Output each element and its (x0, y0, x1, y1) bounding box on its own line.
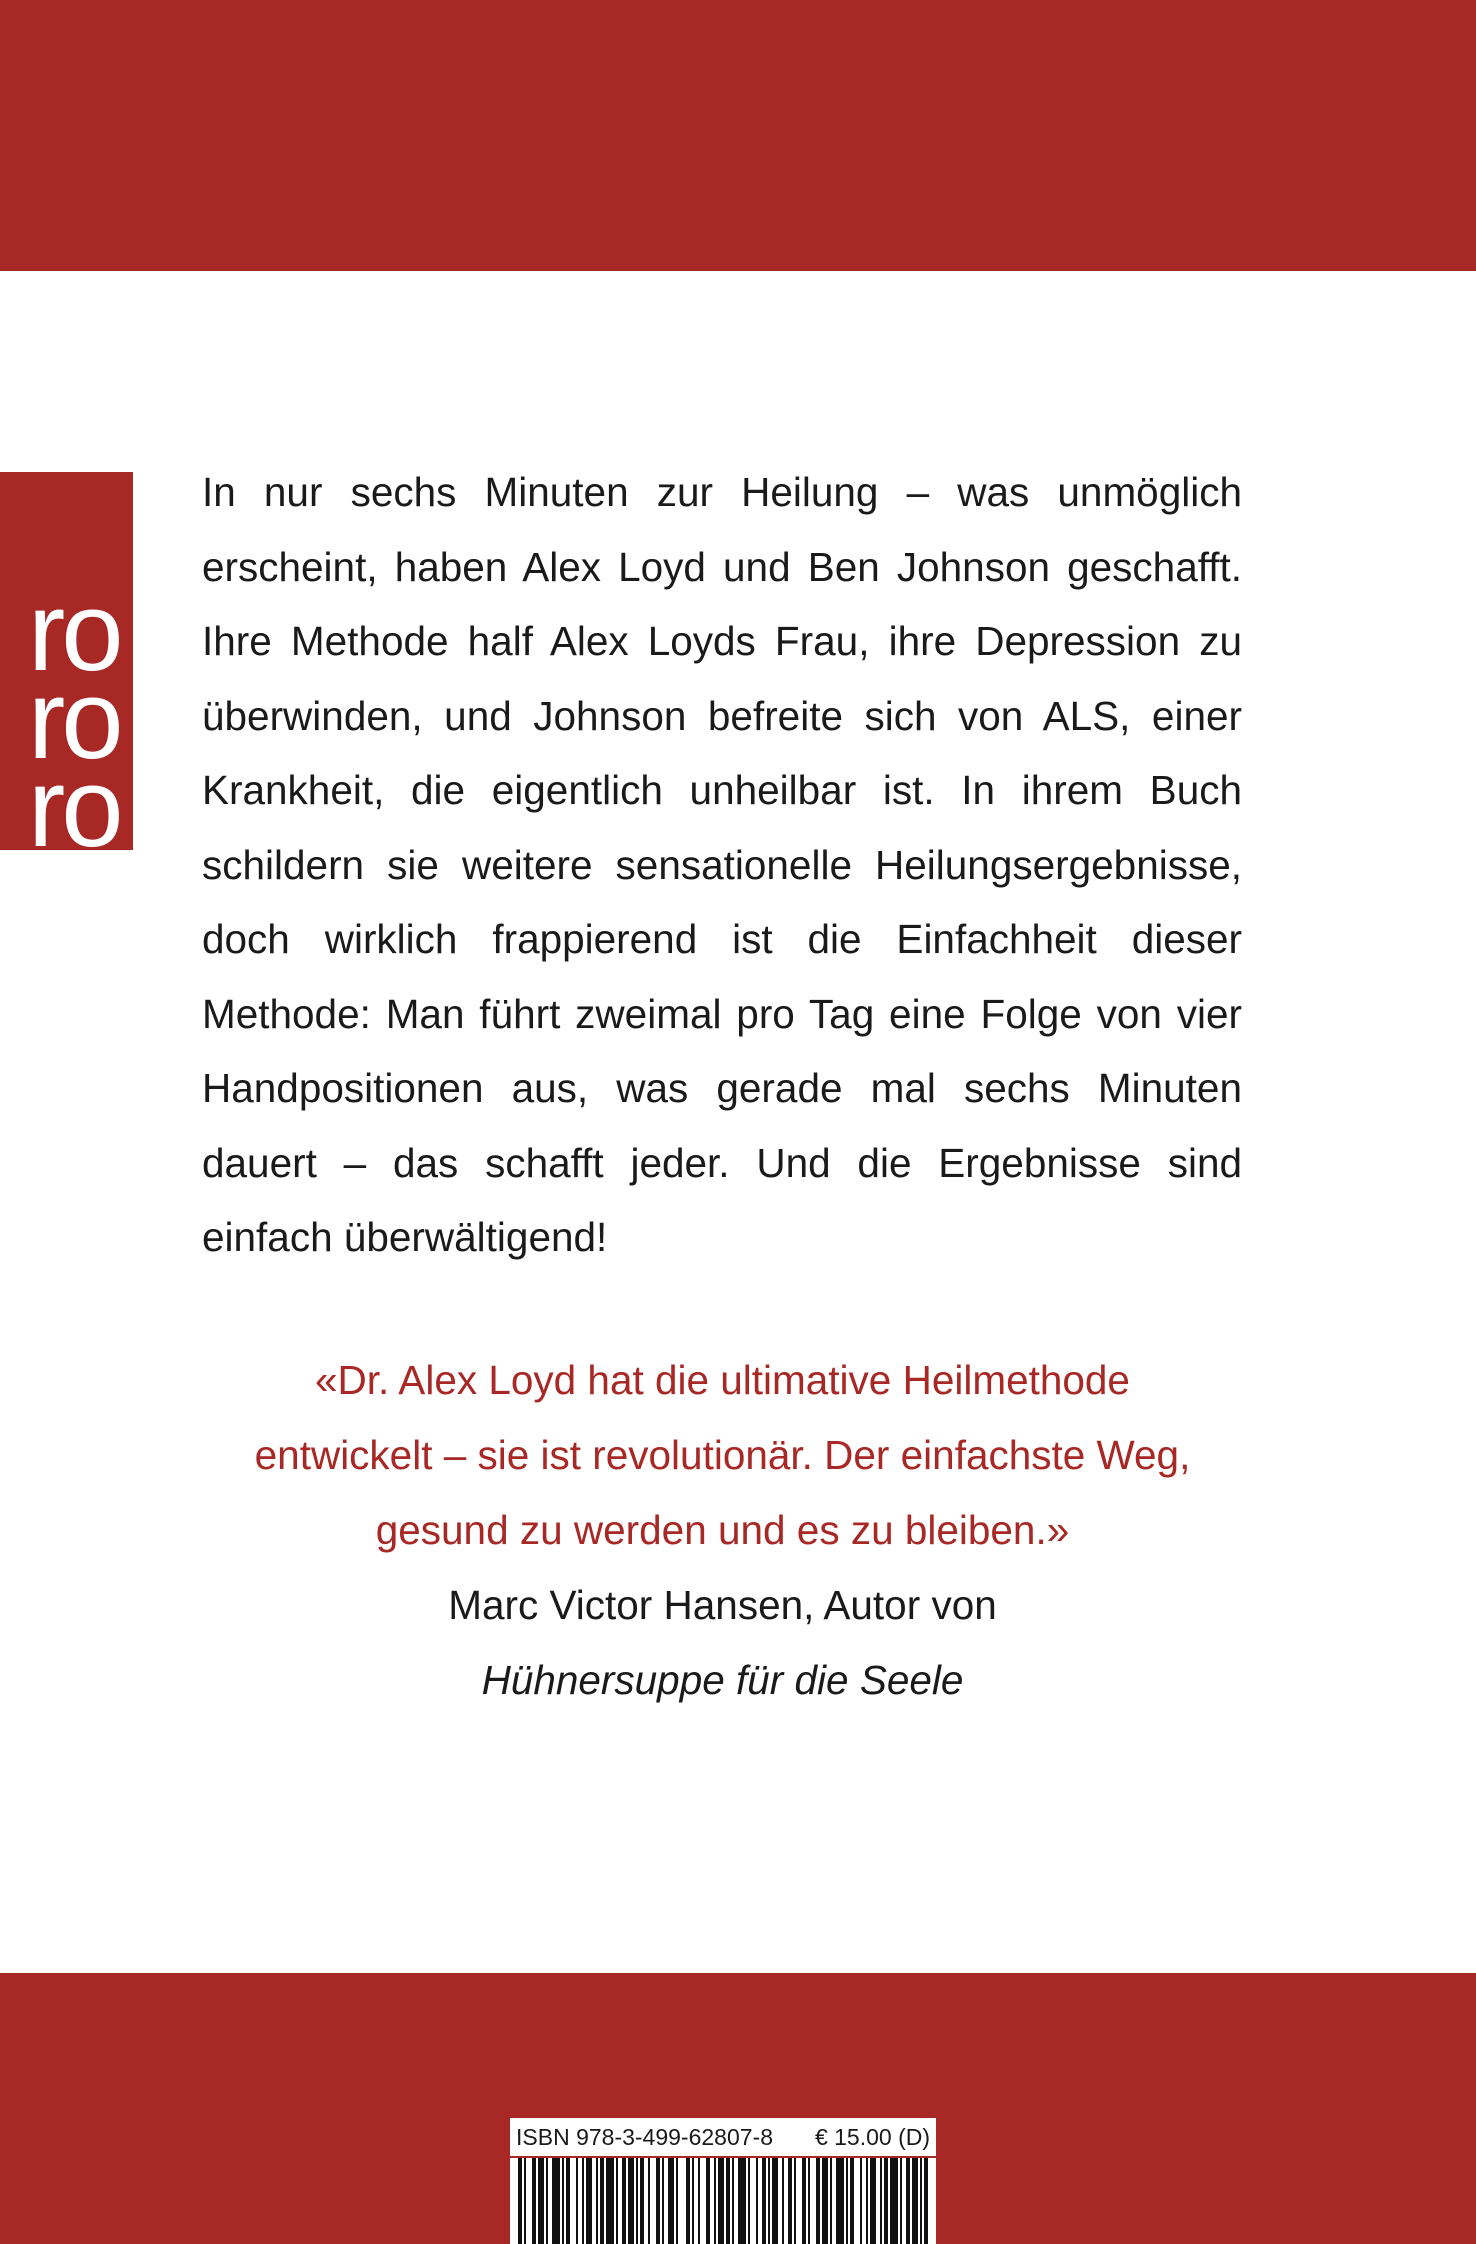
barcode-bar (738, 2158, 746, 2244)
barcode-bar (538, 2158, 544, 2244)
barcode-bar (772, 2158, 778, 2244)
barcode-bar (668, 2158, 674, 2244)
barcode-bar (762, 2158, 766, 2244)
barcode-bar (600, 2158, 604, 2244)
barcode-bar (532, 2158, 536, 2244)
isbn-price-row (510, 2118, 936, 2156)
barcode-bar (880, 2158, 882, 2244)
barcode-bar (552, 2158, 560, 2244)
barcode-bar (524, 2158, 526, 2244)
barcode-bar (756, 2158, 758, 2244)
quote-line-3: gesund zu werden und es zu bleiben.» (375, 1507, 1070, 1553)
barcode-bar (884, 2158, 888, 2244)
barcode-bar (676, 2158, 678, 2244)
barcode-bar (794, 2158, 796, 2244)
barcode-bar (732, 2158, 734, 2244)
testimonial (180, 1343, 1265, 1718)
barcode-bar (726, 2158, 730, 2244)
quote-line-1: «Dr. Alex Loyd hat die ultimative Heilmethode (315, 1357, 1130, 1403)
logo-line-1: ro (28, 569, 120, 694)
barcode-bar (870, 2158, 876, 2244)
barcode-bar (816, 2158, 820, 2244)
price: € 15.00 (D) (814, 2124, 930, 2150)
barcode-bar (920, 2158, 922, 2244)
barcode-bar (596, 2158, 598, 2244)
barcode-bar (586, 2158, 592, 2244)
barcode-bar (636, 2158, 638, 2244)
barcode-bar (562, 2158, 564, 2244)
barcode-bar (622, 2158, 626, 2244)
barcode-bar (616, 2158, 618, 2244)
barcode-bar (912, 2158, 918, 2244)
isbn-number: ISBN 978-3-499-62807-8 (516, 2124, 773, 2150)
barcode-bar (640, 2158, 644, 2244)
barcode-bar (866, 2158, 868, 2244)
barcode-bar (582, 2158, 584, 2244)
logo-line-3: ro (28, 745, 120, 850)
barcode-bar (546, 2158, 548, 2244)
barcode-bar (808, 2158, 810, 2244)
barcode-bar (606, 2158, 614, 2244)
barcode-bar (850, 2158, 854, 2244)
top-red-band (0, 0, 1476, 271)
barcode-bar (830, 2158, 832, 2244)
barcode-bar (692, 2158, 694, 2244)
blurb-text: In nur sechs Minuten zur Heilung – was unmöglich erscheint, haben Alex Loyd und Ben Johnson geschafft. Ihre Methode half Alex Loyds Frau, ihre Depression zu überwinden, und Johnson befreite sich von ALS, einer Krankheit, die eigentlich unheilbar ist. In ihrem Buch schildern sie weitere sensationelle Heilungsergebnisse, doch wirklich frappierend ist die Einfachheit dieser Methode: Man führt zweimal pro Tag eine Folge von vier Handpositionen aus, was gerade mal sechs Minuten dauert – das schafft jeder. Und die Ergebnisse sind einfach überwältigend! (202, 469, 1242, 1260)
barcode-bar (662, 2158, 664, 2244)
barcode-bar (768, 2158, 770, 2244)
barcode-bar (836, 2158, 844, 2244)
barcode-bar (802, 2158, 806, 2244)
barcode-bar (706, 2158, 710, 2244)
barcode-bar (718, 2158, 724, 2244)
barcode-bar (698, 2158, 700, 2244)
barcode-bar (714, 2158, 716, 2244)
barcode-bar (906, 2158, 910, 2244)
barcode (510, 2158, 936, 2244)
barcode-bar (628, 2158, 634, 2244)
barcode-bar (518, 2158, 522, 2244)
barcode-bar (788, 2158, 792, 2244)
rororo-logo (0, 472, 133, 850)
barcode-bar (748, 2158, 750, 2244)
barcode-bar (686, 2158, 690, 2244)
logo-line-2: ro (28, 657, 120, 782)
barcode-bar (566, 2158, 570, 2244)
quote-work-title: Hühnersuppe für die Seele (481, 1657, 964, 1703)
quote-line-2: entwickelt – sie ist revolutionär. Der einfachste Weg, (254, 1432, 1191, 1478)
barcode-bar (860, 2158, 862, 2244)
barcode-bar (846, 2158, 848, 2244)
barcode-bar (924, 2158, 928, 2244)
barcode-bar (890, 2158, 898, 2244)
barcode-bar (656, 2158, 660, 2244)
barcode-bar (782, 2158, 784, 2244)
barcode-bar (900, 2158, 902, 2244)
quote-attribution: Marc Victor Hansen, Autor von (448, 1582, 997, 1628)
barcode-bar (648, 2158, 650, 2244)
barcode-bar (576, 2158, 578, 2244)
barcode-bar (822, 2158, 828, 2244)
